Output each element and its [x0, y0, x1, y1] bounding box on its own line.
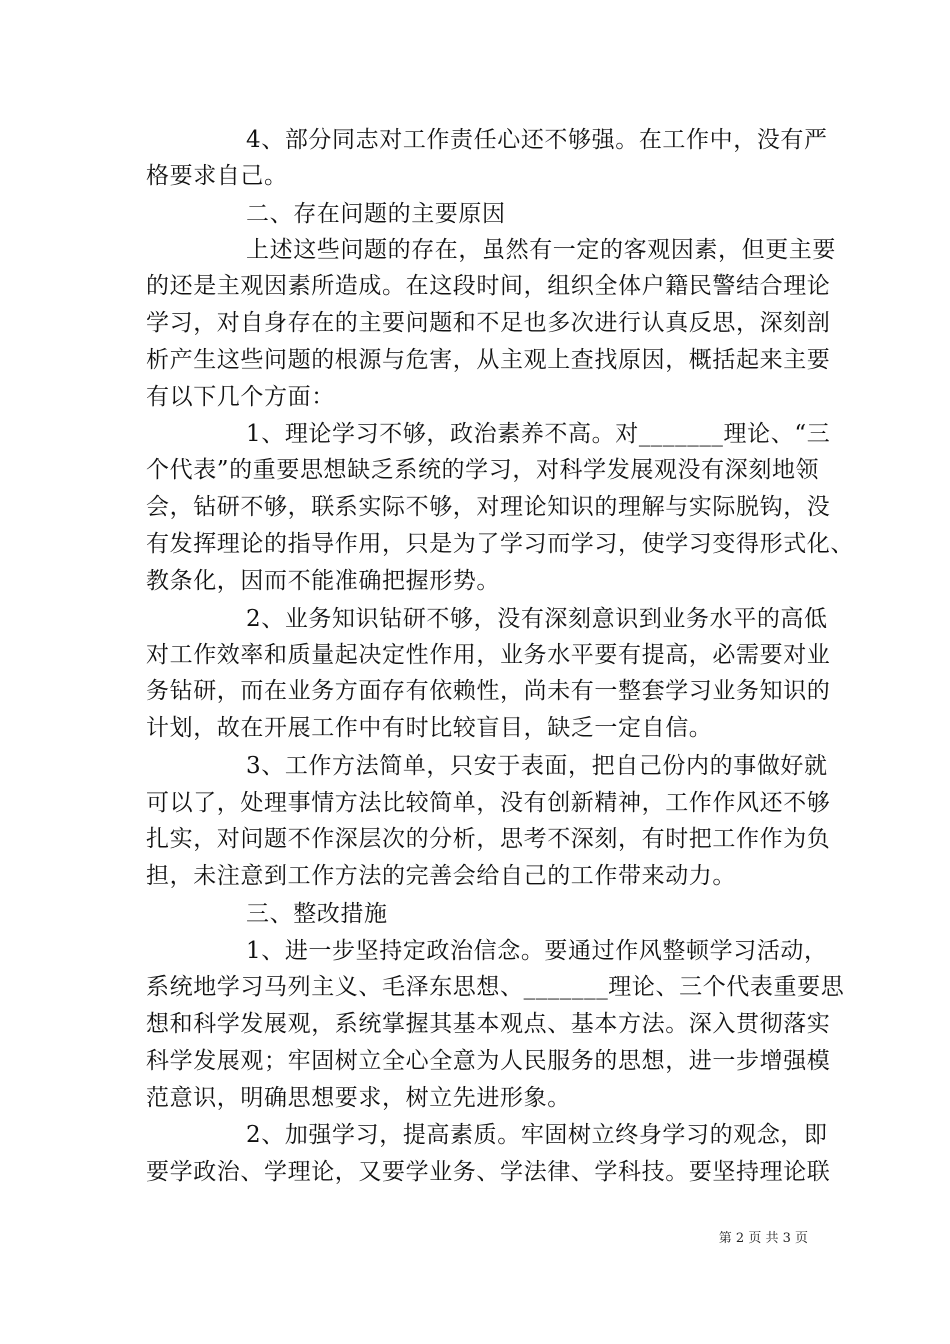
paragraph-line: 会，钻研不够，联系实际不够，对理论知识的理解与实际脱钩，没: [146, 494, 831, 520]
paragraph-line: 计划，故在开展工作中有时比较盲目，缺乏一定自信。: [146, 715, 713, 741]
section-heading: 二、存在问题的主要原因: [246, 201, 506, 227]
paragraph-line: 4、部分同志对工作责任心还不够强。在工作中，没有严: [246, 127, 828, 153]
paragraph-line: 2、业务知识钻研不够，没有深刻意识到业务水平的高低: [246, 606, 828, 632]
paragraph-line: 务钻研，而在业务方面存有依赖性，尚未有一整套学习业务知识的: [146, 678, 831, 704]
paragraph-line: 范意识，明确思想要求，树立先进形象。: [146, 1085, 571, 1111]
paragraph-line: 格要求自己。: [146, 163, 288, 189]
paragraph-line: 的还是主观因素所造成。在这段时间，组织全体户籍民警结合理论: [146, 273, 831, 299]
paragraph-line: 担，未注意到工作方法的完善会给自己的工作带来动力。: [146, 863, 736, 889]
paragraph-line: 析产生这些问题的根源与危害，从主观上查找原因，概括起来主要: [146, 347, 831, 373]
paragraph-line: 1、进一步坚持定政治信念。要通过作风整顿学习活动，: [246, 938, 828, 964]
paragraph-line: 对工作效率和质量起决定性作用，业务水平要有提高，必需要对业: [146, 642, 831, 668]
paragraph-line: 3、工作方法简单，只安于表面，把自己份内的事做好就: [246, 753, 828, 779]
page-number-footer: 第 2 页 共 3 页: [718, 1231, 808, 1246]
paragraph-line: 教条化，因而不能准确把握形势。: [146, 568, 500, 594]
paragraph-line: 个代表”的重要思想缺乏系统的学习，对科学发展观没有深刻地领: [146, 457, 820, 483]
paragraph-line: 有发挥理论的指导作用，只是为了学习而学习，使学习变得形式化、: [146, 531, 854, 557]
paragraph-line: 1、理论学习不够，政治素养不高。对_______理论、“三: [246, 421, 831, 447]
paragraph-line: 可以了，处理事情方法比较简单，没有创新精神，工作作风还不够: [146, 790, 831, 816]
paragraph-line: 有以下几个方面：: [146, 384, 335, 410]
paragraph-line: 上述这些问题的存在，虽然有一定的客观因素，但更主要: [246, 237, 836, 263]
section-heading: 三、整改措施: [246, 901, 388, 927]
paragraph-line: 想和科学发展观，系统掌握其基本观点、基本方法。深入贯彻落实: [146, 1011, 831, 1037]
paragraph-line: 要学政治、学理论，又要学业务、学法律、学科技。要坚持理论联: [146, 1159, 831, 1185]
paragraph-line: 科学发展观；牢固树立全心全意为人民服务的思想，进一步增强模: [146, 1048, 831, 1074]
paragraph-line: 学习，对自身存在的主要问题和不足也多次进行认真反思，深刻剖: [146, 310, 831, 336]
paragraph-line: 系统地学习马列主义、毛泽东思想、_______理论、三个代表重要思: [146, 974, 845, 1000]
paragraph-line: 扎实，对问题不作深层次的分析，思考不深刻，有时把工作作为负: [146, 826, 831, 852]
paragraph-line: 2、加强学习，提高素质。牢固树立终身学习的观念，即: [246, 1122, 828, 1148]
